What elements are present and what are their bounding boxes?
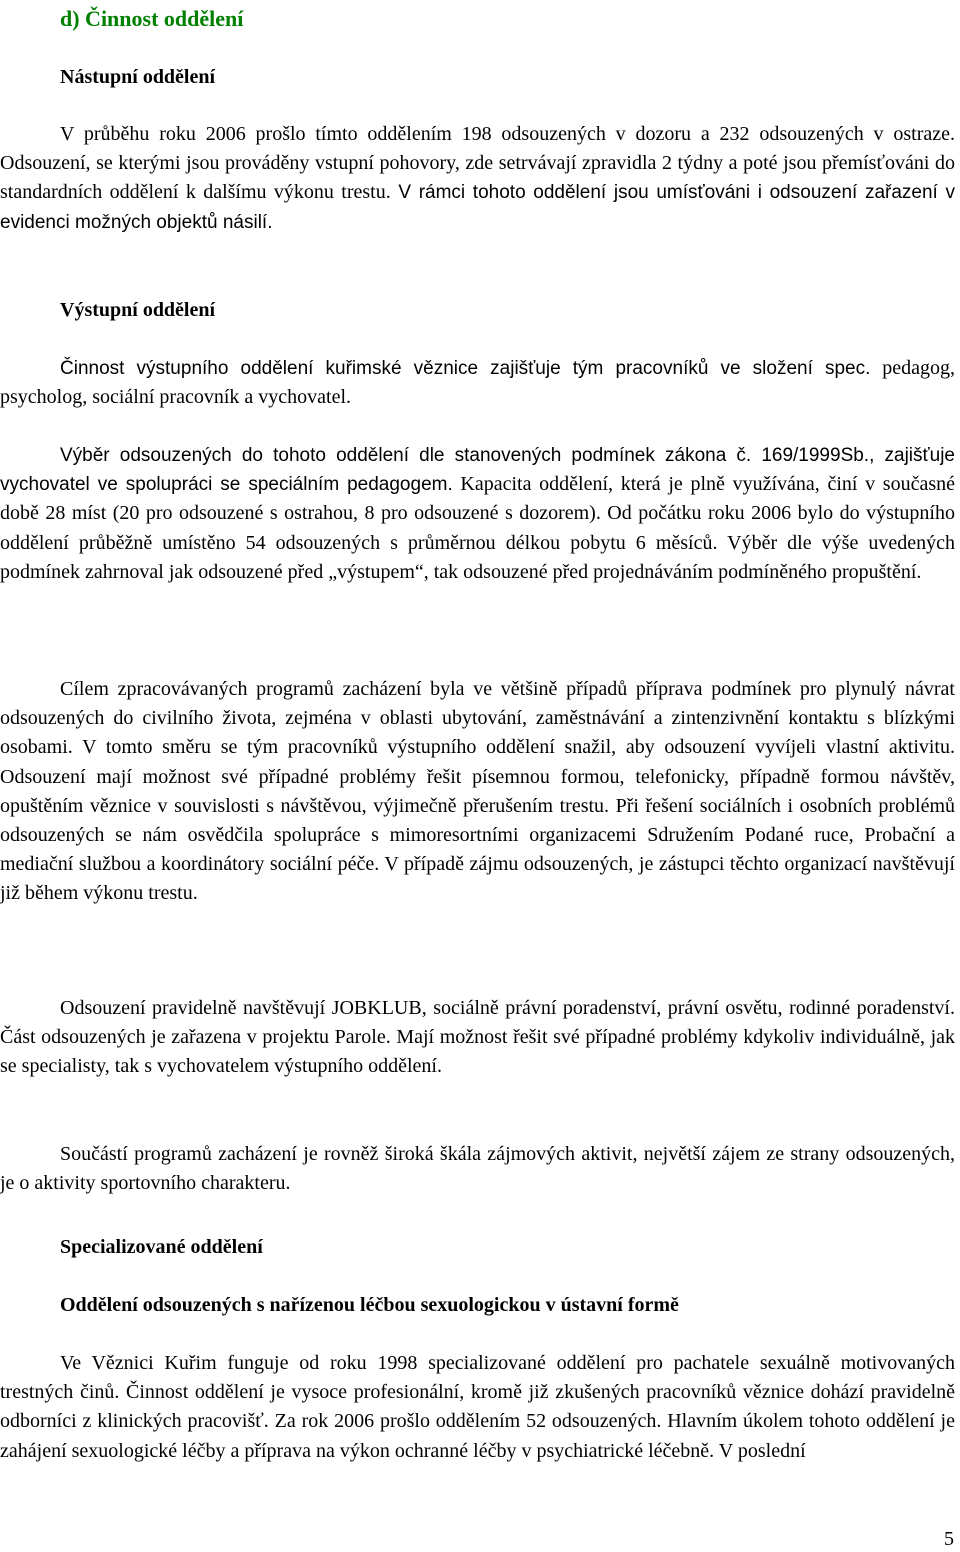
heading-vystupni-oddeleni: Výstupní oddělení: [60, 299, 216, 321]
paragraph-vystupni-1-sans-text: Činnost výstupního oddělení kuřimské věznice zajišťuje tým pracovníků ve složení spec.: [60, 358, 871, 379]
heading-oddeleni-sexuologicke-lecby: Oddělení odsouzených s nařízenou léčbou sexuologickou v ústavní formě: [60, 1294, 679, 1316]
paragraph-nastupni-1: [0, 120, 955, 237]
page-number: 5: [944, 1528, 954, 1550]
heading-nastupni-oddeleni: Nástupní oddělení: [60, 66, 216, 88]
paragraph-vystupni-3: Cílem zpracovávaných programů zacházení byla ve většině případů příprava podmínek pro plynulý návrat odsouzených do civilního života, zejména v oblasti ubytování, zaměstnávání a zintenzivnění kontaktu s blízkými osobami. V tomto směru se tým pracovníků výstupního oddělení snažil, aby odsouzení vyvíjeli vlastní aktivitu. Odsouzení mají možnost své případné problémy řešit písemnou formou, telefonicky, případně formou návštěv, opuštěním věznice v souvislosti s návštěvou, výjimečně přerušením trestu. Při řešení sociálních i osobních problémů odsouzených se nám osvědčila spolupráce s mimoresortními organizacemi Sdružením Podané ruce, Probační a mediační službou a koordinátory sociální péče. V případě zájmu odsouzených, je zástupci těchto organizací navštěvují již během výkonu trestu.: [0, 678, 955, 905]
section-title: d) Činnost oddělení: [60, 6, 244, 31]
paragraph-vystupni-1: [0, 354, 955, 412]
paragraph-vystupni-2-sans-text: Výběr odsouzených do tohoto oddělení dle stanovených podmínek zákona č. 169/1999Sb., zajišťuje vychovatel ve spolupráci se speciálním pedagogem.: [0, 445, 955, 496]
paragraph-vystupni-2: [0, 441, 955, 587]
heading-specializovane-oddeleni: Specializované oddělení: [60, 1236, 263, 1258]
paragraph-nastupni-1-sans-text: V rámci tohoto oddělení jsou umísťováni i odsouzení zařazení v evidenci možných objektů násilí.: [0, 182, 955, 233]
paragraph-nastupni-1-text: V průběhu roku 2006 prošlo tímto oddělením 198 odsouzených v dozoru a 232 odsouzených v ostraze. Odsouzení, se kterými jsou prováděny vstupní pohovory, zde setrvávají zpravidla 2 týdny a poté jsou přemísťováni do standardních oddělení k dalšímu výkonu trestu.: [0, 123, 955, 204]
paragraph-specializovane-1: Ve Věznici Kuřim funguje od roku 1998 specializované oddělení pro pachatele sexuálně motivovaných trestných činů. Činnost oddělení je vysoce profesionální, kromě již zkušených pracovníků věznice dohází pravidelně odborníci z klinických pracovišť. Za rok 2006 prošlo oddělením 52 odsouzených. Hlavním úkolem tohoto oddělení je zahájení sexuologické léčby a příprava na výkon ochranné léčby v psychiatrické léčebně. V poslední: [0, 1352, 955, 1462]
paragraph-vystupni-1-text: pedagog, psycholog, sociální pracovník a vychovatel.: [0, 357, 955, 409]
paragraph-vystupni-4: Odsouzení pravidelně navštěvují JOBKLUB, sociálně právní poradenství, právní osvětu, rodinné poradenství. Část odsouzených je zařazena v projektu Parole. Mají možnost řešit své případné problémy kdykoliv individuálně, jak se specialisty, tak s vychovatelem výstupního oddělení.: [0, 997, 955, 1078]
paragraph-vystupni-2-text: Kapacita oddělení, která je plně využívána, činí v současné době 28 míst (20 pro odsouzené s ostrahou, 8 pro odsouzené s dozorem). Od počátku roku 2006 bylo do výstupního oddělení průběžně umístěno 54 odsouzených s průměrnou délkou pobytu 6 měsíců. Výběr dle výše uvedených podmínek zahrnoval jak odsouzené před „výstupem“, tak odsouzené před projednáváním podmíněného propuštění.: [0, 473, 955, 583]
paragraph-vystupni-5: Součástí programů zacházení je rovněž široká škála zájmových aktivit, největší zájem ze strany odsouzených, je o aktivity sportovního charakteru.: [0, 1143, 955, 1195]
